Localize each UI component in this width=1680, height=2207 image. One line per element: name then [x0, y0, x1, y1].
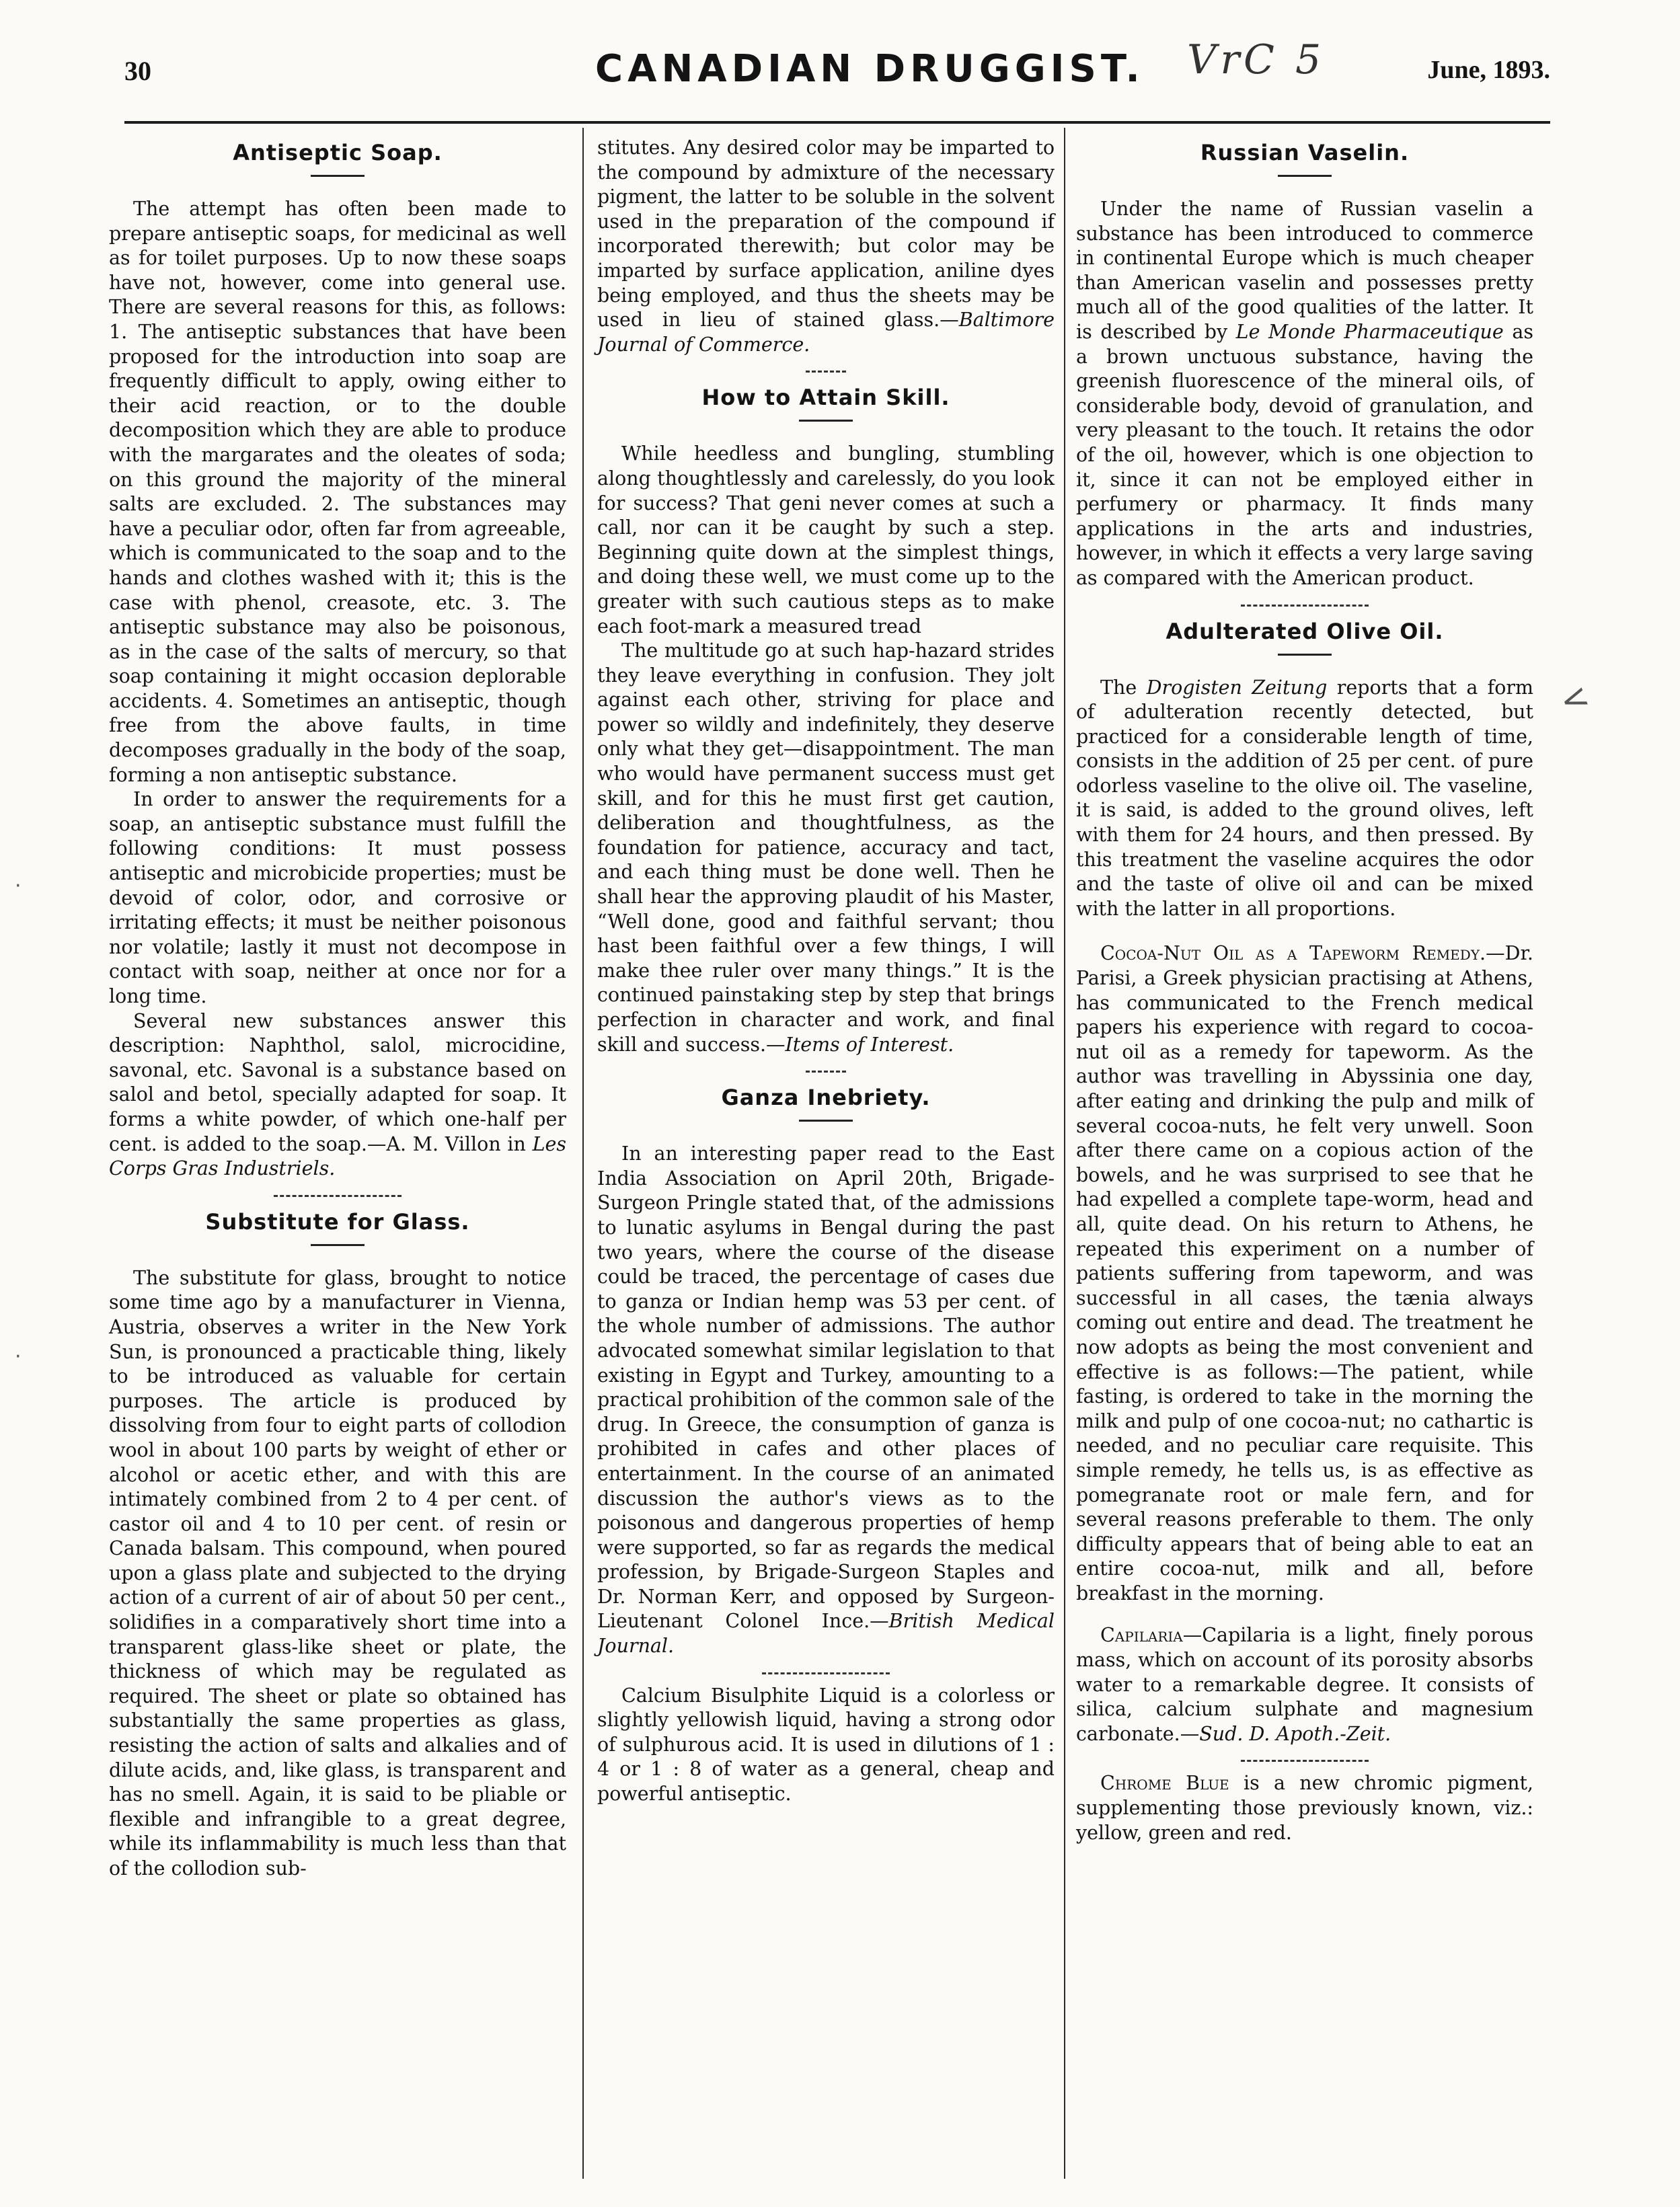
handwritten-note: VrC 5: [1187, 36, 1326, 83]
item-lead: Capilaria: [1100, 1624, 1183, 1647]
article-title: Russian Vaselin.: [1200, 140, 1410, 165]
title-rule: [799, 1120, 853, 1122]
article-title: Ganza Inebriety.: [721, 1085, 931, 1111]
source-citation: British Medical Journal.: [597, 1610, 1055, 1658]
paragraph: While heedless and bungling, stumbling along thoughtlessly and carelessly, do you look for success? That geni never comes at such a call, nor can it be caught by such a step. Beginning quite down at the simplest things, and doing these well, we must come up to the greater with such cautious steps as to make each foot-mark a measured tread: [597, 442, 1055, 637]
paragraph: [1076, 941, 1533, 1606]
section-divider: [1241, 1760, 1369, 1762]
title-rule: [311, 1244, 365, 1246]
item-lead: Chrome Blue: [1100, 1772, 1229, 1795]
publication-name: Drogisten Zeitung: [1146, 676, 1328, 699]
title-rule: [1278, 175, 1332, 177]
header-rule: [124, 121, 1550, 124]
source-citation: Baltimore Journal of Commerce.: [597, 309, 1055, 356]
paragraph: [1076, 1771, 1533, 1845]
paragraph: Calcium Bisulphite Liquid is a colorless or slightly yellowish liquid, having a strong odor of sulphurous acid. It is used in dilutions of 1 : 4 or 1 : 8 of water as a general, cheap and powerful antiseptic.: [597, 1684, 1055, 1806]
paragraph-text: is a new chromic pigment, supplementing those previously known, viz.: yellow, green and red.: [1076, 1772, 1533, 1844]
section-divider: [762, 1672, 890, 1674]
publication-name: Le Monde Pharmaceutique: [1235, 320, 1504, 343]
section-divider: [274, 1195, 402, 1197]
margin-mark: ·: [15, 1345, 22, 1368]
section-divider: [1241, 605, 1369, 607]
paragraph: The attempt has often been made to prepare antiseptic soaps, for medicinal as well as for toilet purposes. Up to now these soaps have not, however, come into general use. There are several reasons for this, as follows: 1. The antiseptic substances that have been proposed for the introduction into soap are frequently difficult to apply, owing either to their acid reaction, or to the double decomposition which they are able to produce with the margarates and the oleates of soda; on this ground the majority of the mineral salts are excluded. 2. The substances may have a peculiar odor, often far from agreeable, which is communicated to the soap and to the hands and clothes washed with it; this is the case with phenol, creasote, etc. 3. The antiseptic substance may also be poisonous, as in the case of the salts of mercury, so that soap containing it might occasion deplorable accidents. 4. Sometimes an antiseptic, though free from the above faults, in time decomposes gradually in the body of the soap, forming a non antiseptic substance.: [109, 198, 566, 786]
column-middle: [597, 128, 1055, 1807]
article-title: How to Attain Skill.: [701, 385, 950, 411]
paragraph-text: stitutes. Any desired color may be imparted to the compound by admixture of the necessary pigment, the latter to be soluble in the solvent used in the preparation of the compound if incorporated therewith; but color may be imparted by surface application, aniline dyes being employed, and thus the sheets may be used in lieu of stained glass.—: [597, 137, 1055, 332]
page-header: [124, 35, 1550, 93]
paragraph: The substitute for glass, brought to notice some time ago by a manufacturer in Vienna, Austria, observes a writer in the New York Sun, is pronounced a practicable thing, likely to be introduced as valuable for certain purposes. The article is produced by dissolving from four to eight parts of collodion wool in about 100 parts by weight of ether or alcohol or acetic ether, and with this are intimately combined from 2 to 4 per cent. of castor oil and 4 to 10 per cent. of resin or Canada balsam. This compound, when poured upon a glass plate and subjected to the drying action of a current of air of about 50 per cent., solidifies in a comparatively short time into a transparent glass-like sheet or plate, the thickness of which may be regulated as required. The sheet or plate so obtained has substantially the same properties as glass, resisting the action of salts and alkalies and of dilute acids, and, like glass, is transparent and has no smell. Again, it is said to be pliable or flexible and infrangible to a great degree, while its inflammability is much less than that of the collodion sub-: [109, 1266, 566, 1880]
paragraph-text: as a brown unctuous substance, having the greenish fluorescence of the mineral oils, of considerable body, devoid of granulation, and very pleasant to the touch. It retains the odor of the oil, however, which is one objection to it, since it can not be employed either in perfumery or pharmacy. It finds many applications in the arts and industries, however, in which it effects a very large saving as compared with the American product.: [1076, 320, 1534, 589]
paragraph-text: In an interesting paper read to the East India Association on April 20th, Brigade-Surgeon Pringle stated that, of the admissions to lunatic asylums in Bengal during the past two years, where the course of the disease could be traced, the percentage of cases due to ganza or Indian hemp was 53 per cent. of the whole number of admissions. The author advocated somewhat similar legislation to that existing in Egypt and Turkey, amounting to a practical prohibition of the common sale of the drug. In Greece, the consumption of ganza is prohibited in cafes and other places of entertainment. In the course of an animated discussion the author's views as to the poisonous and dangerous properties of hemp were supported, so far as regards the medical profession, by Brigade-Surgeon Staples and Dr. Norman Kerr, and opposed by Surgeon-Lieutenant Colonel Ince.—: [597, 1143, 1055, 1633]
article-title: Adulterated Olive Oil.: [1166, 618, 1444, 644]
title-rule: [1278, 654, 1332, 656]
paragraph: [597, 639, 1055, 1057]
source-citation: Les Corps Gras Industriels.: [109, 1132, 566, 1180]
source-citation: Items of Interest.: [785, 1033, 954, 1056]
paragraph: [1076, 676, 1533, 922]
paragraph-text: Several new substances answer this description: Naphthol, salol, microcidine, savonal, etc. Savonal is a substance based on salol and betol, specially adapted for soap. It forms a white powder, of which one-half per cent. is added to the soap.—A. M. Villon in: [109, 1009, 566, 1155]
margin-annotation: <: [1554, 675, 1595, 722]
column-divider: [1064, 128, 1065, 2179]
article-title: Antiseptic Soap.: [233, 140, 443, 165]
section-divider: [806, 1071, 846, 1073]
paragraph: [597, 136, 1055, 357]
paragraph: [1076, 1623, 1533, 1746]
article-title: Substitute for Glass.: [205, 1208, 470, 1235]
masthead: CANADIAN DRUGGIST.: [595, 47, 1145, 91]
paragraph-text: The multitude go at such hap-hazard strides they leave everything in confusion. They jolt against each other, striving for place and power so wildly and indefinitely, they deserve only what they get—disappointment. The man who would have permanent success must get skill, and for this he must first get caution, deliberation and thoughtfulness, as the foundation for patience, accuracy and tact, and each thing must be done well. Then he shall hear the approving plaudit of his Master, “Well done, good and faithful servant; thou hast been faithful over a few things, I will make thee ruler over many things.” It is the continued painstaking step by step that brings perfection in character and work, and final skill and success.—: [597, 640, 1055, 1056]
title-rule: [311, 175, 365, 177]
paragraph-text: Under the name of Russian vaselin a substance has been introduced to commerce in continental Europe which is much cheaper than American vaselin and possesses pretty much all of the good qualities of the latter. It is described by: [1076, 198, 1533, 343]
item-lead: Cocoa-Nut Oil as a Tapeworm Remedy.: [1100, 942, 1486, 965]
page-number: 30: [124, 56, 151, 86]
paragraph: [1076, 197, 1533, 591]
title-rule: [799, 420, 853, 422]
paragraph: [597, 1142, 1055, 1658]
paragraph: [109, 1009, 566, 1182]
column-right: [1076, 128, 1533, 1845]
section-divider: [806, 371, 846, 373]
column-divider: [582, 128, 584, 2179]
margin-mark: ·: [15, 874, 22, 898]
paragraph-text: The: [1100, 676, 1137, 699]
paragraph-text: —Dr. Parisi, a Greek physician practising at Athens, has communicated to the French medical papers his experience with regard to cocoa-nut oil as a remedy for tapeworm. As the author was travelling in Abyssinia one day, after eating and drinking the pulp and milk of several cocoa-nuts, he felt very unwell. Soon after there came on a copious action of the bowels, and he was surprised to see that he had expelled a complete tape-worm, head and all, quite dead. On his return to Athens, he repeated this experiment on a number of patients suffering from tapeworm, and was successful in all cases, the tænia always coming out entire and dead. The treatment he now adopts as being the most convenient and effective is as follows:—The patient, while fasting, is ordered to take in the morning the milk and pulp of one cocoa-nut; no cathartic is needed, and no peculiar care requisite. This simple remedy, he tells us, is as effective as pomegranate root or male fern, and for several reasons preferable to them. The only difficulty appears that of being able to eat an entire cocoa-nut, milk and all, before breakfast in the morning.: [1076, 942, 1533, 1604]
paragraph: In order to answer the requirements for a soap, an antiseptic substance must fulfill the following conditions: It must possess antiseptic and microbicide properties; must be devoid of color, odor, and corrosive or irritating effects; it must be neither poisonous nor volatile; lastly it must not decompose in contact with soap, neither at once nor for a long time.: [109, 788, 566, 1007]
paragraph-text: reports that a form of adulteration recently detected, but practiced for a considerable length of time, consists in the addition of 25 per cent. of pure odorless vaseline to the olive oil. The vaseline, it is said, is added to the ground olives, left with them for 24 hours, and then pressed. By this treatment the vaseline acquires the odor and the taste of olive oil and can be mixed with the latter in all proportions.: [1076, 676, 1534, 920]
issue-date: June, 1893.: [1427, 56, 1550, 84]
source-citation: Sud. D. Apoth.-Zeit.: [1199, 1722, 1391, 1745]
paragraph-text: —Capilaria is a light, finely porous mass, which on account of its porosity absorbs water to a remarkable degree. It consists of silica, calcium sulphate and magnesium carbonate.—: [1076, 1624, 1533, 1745]
column-left: [109, 128, 566, 1882]
